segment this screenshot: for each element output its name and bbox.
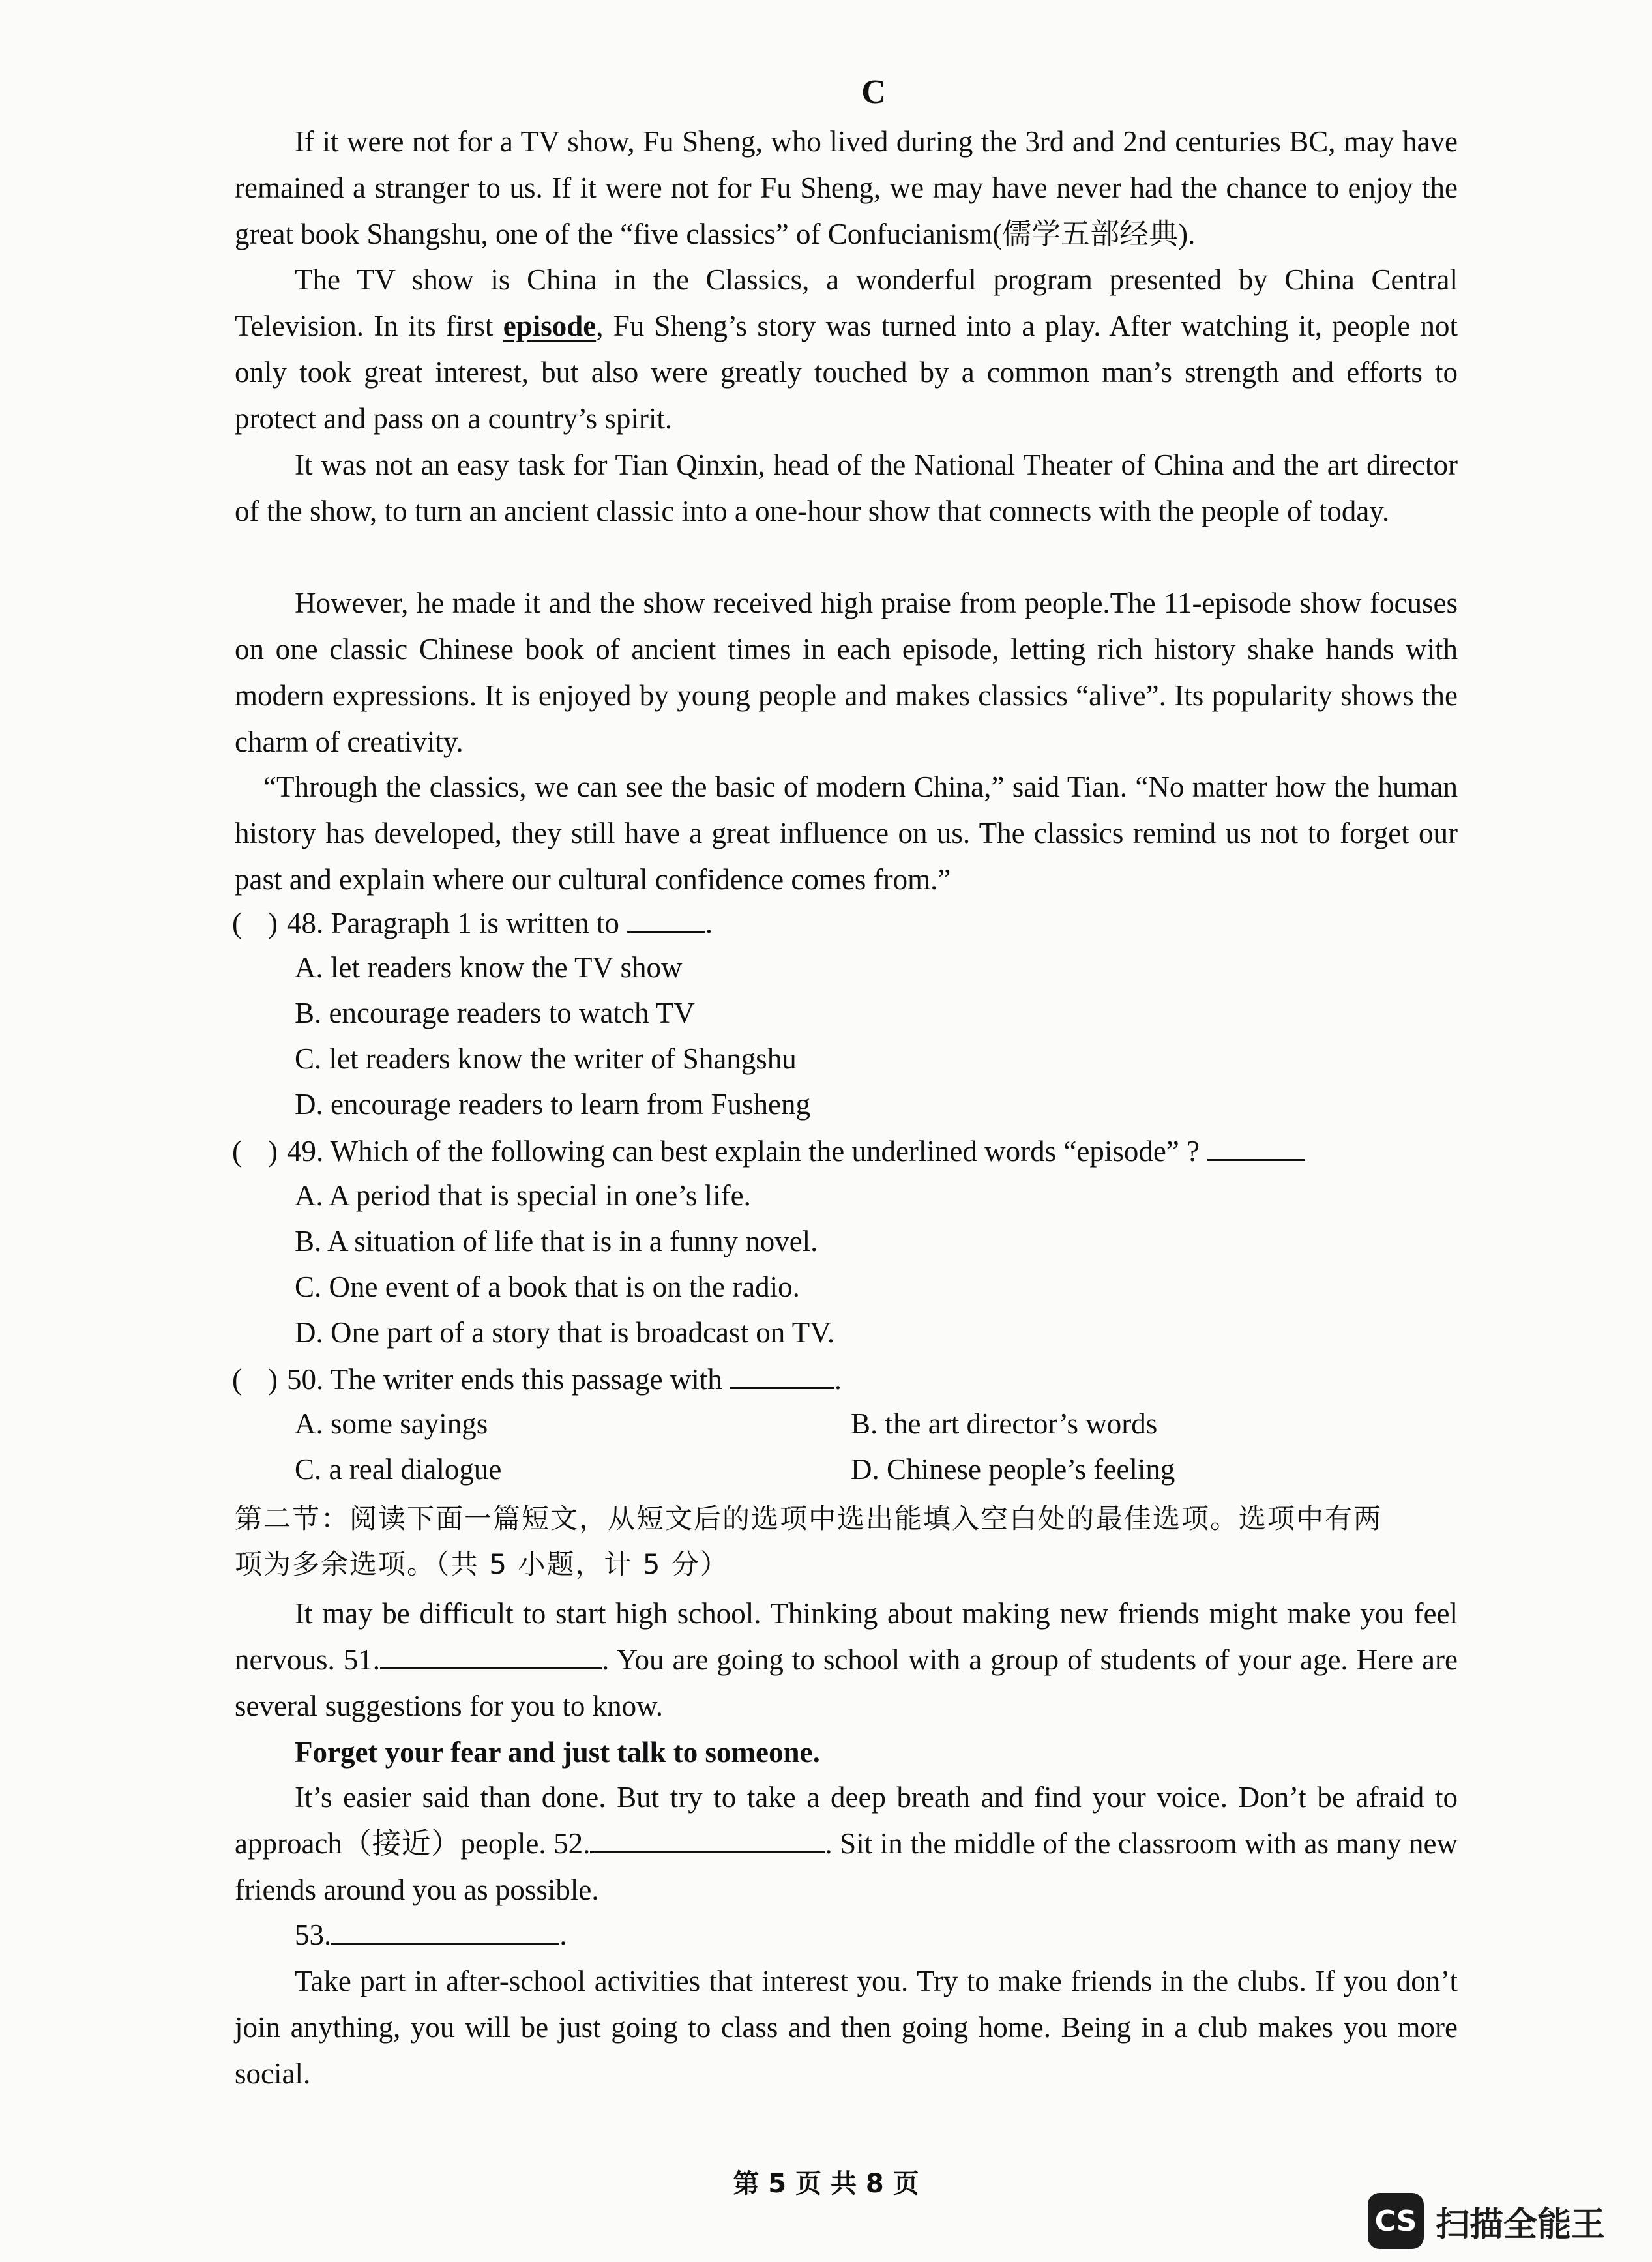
underlined-word-episode: episode	[503, 310, 597, 342]
page-number: 第 5 页 共 8 页	[733, 2169, 919, 2199]
passage-paragraph-2-end: , Fu Sheng’s story was turned into a play. After watching it, people not only took great interest, but also were greatly touched by a common man’s strength and efforts to protect and pass on a country’s spirit.	[235, 310, 1458, 435]
question-50-stem: 50. The writer ends this passage with	[287, 1363, 722, 1396]
option-50-a: A. some sayings	[295, 1407, 488, 1440]
section2-instruction-line1: 第二节：阅读下面一篇短文，从短文后的选项中选出能填入空白处的最佳选项。选项中有两	[235, 1503, 1383, 1535]
passage-paragraph-5: “Through the classics, we can see the basic of modern China,” said Tian. “No matter how the human history has developed, they still have a great influence on us. The classics remind us not to forget our past and explain where our cultural confidence comes from.”	[235, 771, 1458, 896]
passage-paragraph-2-start: The TV show is China in the Classics, a wonderful program presented by China Central Television. In its first	[235, 263, 1458, 342]
option-50-d: D. Chinese people’s feeling	[851, 1453, 1175, 1486]
option-48-b: B. encourage readers to watch TV	[295, 997, 695, 1029]
section2-paragraph-1: It may be difficult to start high school. Thinking about making new friends might make you feel nervous. 51. . You are going to school with a group of students of your age. Here are several suggestions for you to know.	[235, 1597, 1458, 1722]
option-49-d: D. One part of a story that is broadcast on TV.	[295, 1316, 835, 1349]
question-49-stem: 49. Which of the following can best explain the underlined words “episode” ?	[287, 1135, 1200, 1168]
section-letter: C	[861, 74, 886, 111]
watermark-text: 扫描全能王	[1436, 2205, 1606, 2244]
answer-blank-51[interactable]	[380, 1639, 602, 1669]
passage-paragraph-2	[235, 257, 1458, 442]
question-48: ( ) 48. Paragraph 1 is written to .	[232, 902, 713, 943]
option-49-a: A. A period that is special in one’s life.	[295, 1179, 751, 1212]
question-49	[232, 1130, 1305, 1171]
passage-paragraph-4: However, he made it and the show received high praise from people.The 11-episode show focuses on one classic Chinese book of ancient times in each episode, letting rich history shake hands with modern expressions. It is enjoyed by young people and makes classics “alive”. Its popularity shows the charm of creativity.	[235, 587, 1458, 758]
answer-paren[interactable]: ( )	[232, 907, 278, 939]
answer-blank-53[interactable]	[331, 1914, 559, 1945]
scanner-watermark	[1368, 2193, 1605, 2249]
option-49-b: B. A situation of life that is in a funny novel.	[295, 1225, 818, 1257]
answer-blank[interactable]	[730, 1359, 834, 1389]
option-48-d: D. encourage readers to learn from Fusheng	[295, 1088, 810, 1121]
option-48-c: C. let readers know the writer of Shangshu	[295, 1042, 797, 1075]
section2-instruction-line2: 项为多余选项。（共 5 小题，计 5 分）	[235, 1548, 729, 1580]
option-50-c: C. a real dialogue	[295, 1453, 502, 1486]
answer-blank-52[interactable]	[590, 1823, 825, 1853]
option-48-a: A. let readers know the TV show	[295, 951, 683, 984]
answer-blank[interactable]	[627, 902, 705, 933]
section2-paragraph-2: It’s easier said than done. But try to take a deep breath and find your voice. Don’t be afraid to approach（接近）people. 52. . Sit in the middle of the classroom with as many new friends around you as possible.	[235, 1781, 1458, 1906]
option-49-c: C. One event of a book that is on the radio.	[295, 1271, 800, 1303]
option-50-b: B. the art director’s words	[851, 1407, 1158, 1440]
camscanner-icon: CS	[1368, 2193, 1424, 2249]
answer-blank[interactable]	[1207, 1130, 1305, 1161]
question-53: 53. .	[295, 1914, 567, 1954]
section2-heading: Forget your fear and just talk to someone.	[295, 1736, 820, 1769]
question-50: ( ) 50. The writer ends this passage with .	[232, 1359, 842, 1399]
passage-paragraph-3: It was not an easy task for Tian Qinxin, head of the National Theater of China and the art director of the show, to turn an ancient classic into a one-hour show that connects with the people of today.	[235, 448, 1458, 527]
question-48-stem: 48. Paragraph 1 is written to	[287, 907, 619, 939]
passage-paragraph-1: If it were not for a TV show, Fu Sheng, who lived during the 3rd and 2nd centuries BC, may have remained a stranger to us. If it were not for Fu Sheng, we may have never had the chance to enjoy the great book Shangshu, one of the “five classics” of Confucianism(儒学五部经典).	[235, 125, 1458, 250]
answer-paren[interactable]: ( )	[232, 1363, 278, 1396]
answer-paren[interactable]: ( )	[232, 1135, 278, 1168]
section2-paragraph-3: Take part in after-school activities that interest you. Try to make friends in the clubs. If you don’t join anything, you will be just going to class and then going home. Being in a club makes you more social.	[235, 1965, 1458, 2090]
